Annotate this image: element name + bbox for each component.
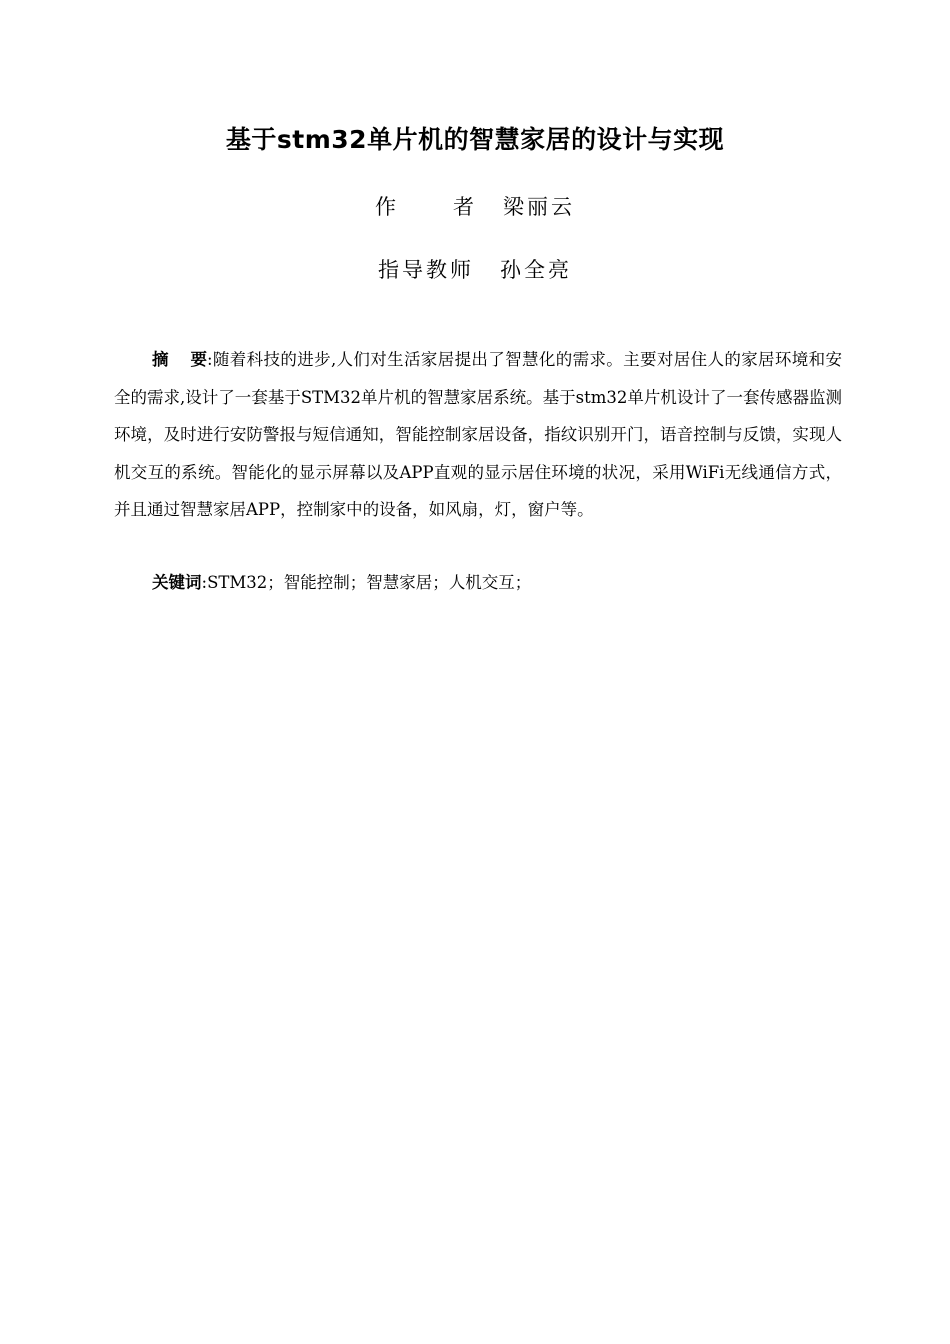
author-line (0, 192, 950, 222)
abstract-text: 随着科技的进步,人们对生活家居提出了智慧化的需求。主要对居住人的家居环境和安全的需求,设计了一套基于STM32单片机的智慧家居系统。基于stm32单片机设计了一套传感器监测环境，及时进行安防警报与短信通知，智能控制家居设备，指纹识别开门，语音控制与反馈，实现人机交互的系统。智能化的显示屏幕以及APP直观的显示居住环境的状况，采用WiFi无线通信方式，并且通过智慧家居APP，控制家中的设备，如风扇，灯，窗户等。 (114, 350, 842, 520)
keywords-colon: : (201, 573, 208, 592)
keywords-label: 关键词 (152, 573, 202, 592)
abstract-label-second: 要 (190, 350, 207, 369)
document-title: 基于stm32单片机的智慧家居的设计与实现 (225, 125, 725, 154)
abstract-label (152, 341, 207, 379)
keywords-line (152, 564, 852, 602)
abstract-paragraph (114, 341, 842, 529)
abstract-colon: : (207, 350, 213, 369)
author-label: 作者 (375, 195, 477, 219)
keywords-text: STM32；智能控制；智慧家居；人机交互； (207, 573, 532, 592)
advisor-label: 指导教师 (378, 258, 474, 282)
author-name: 梁丽云 (503, 195, 575, 219)
advisor-line (0, 255, 950, 285)
abstract-label-first: 摘 (152, 350, 169, 369)
advisor-name: 孙全亮 (500, 258, 572, 282)
